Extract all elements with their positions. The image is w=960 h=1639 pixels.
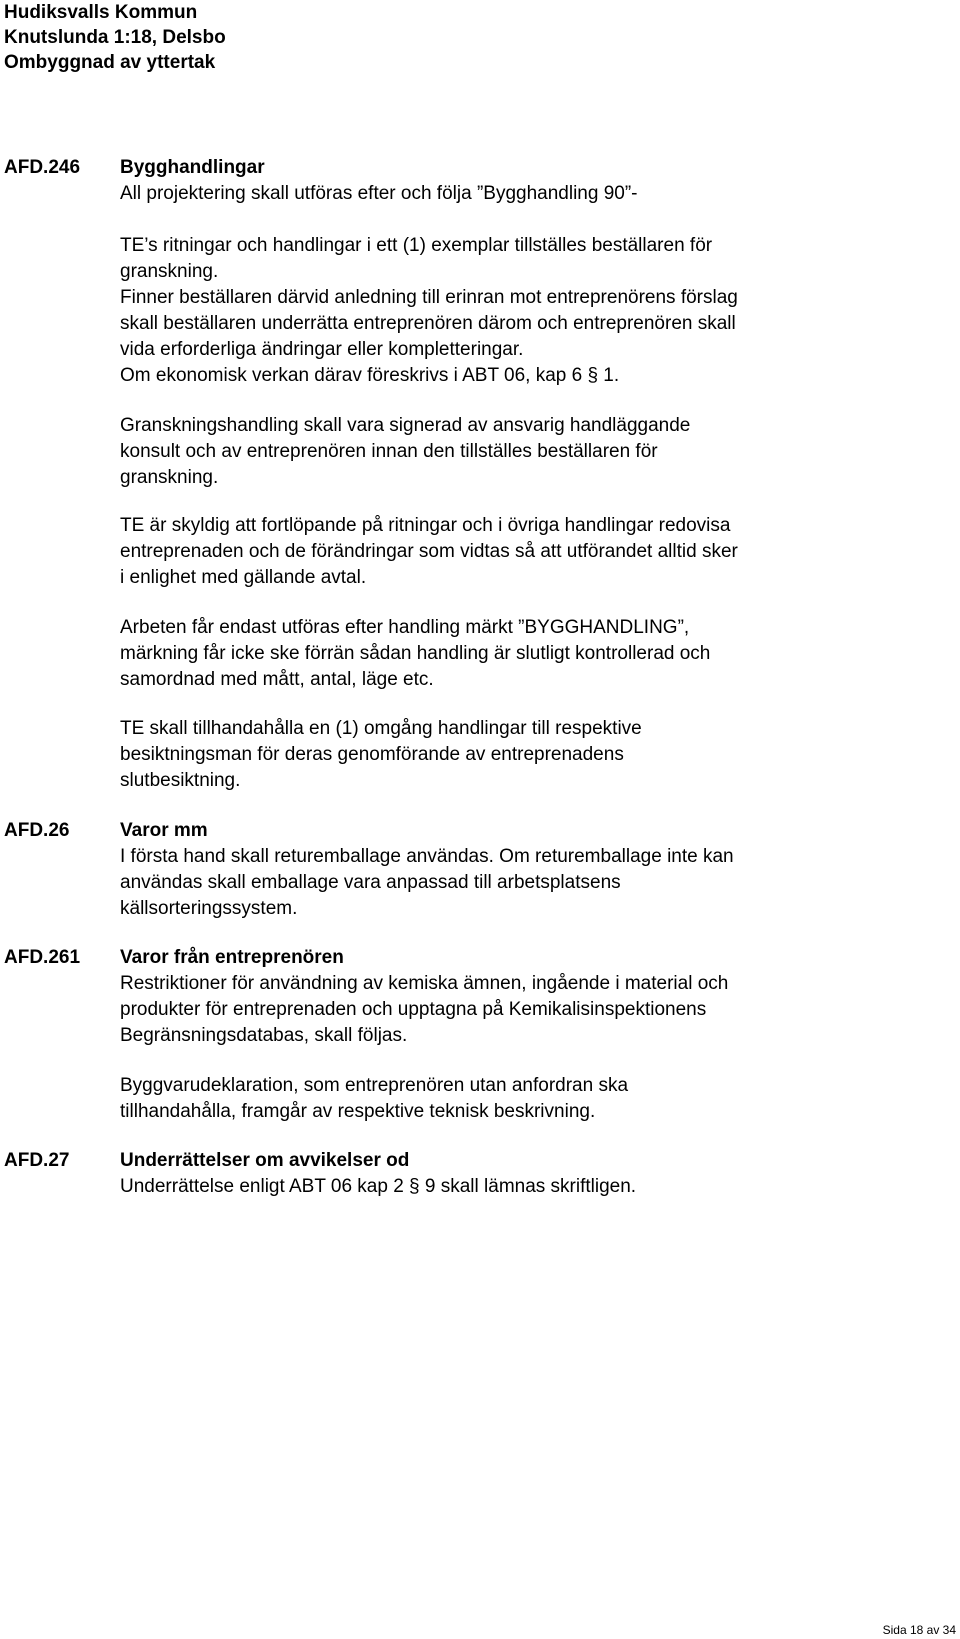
paragraph-line: tillhandahålla, framgår av respektive teknisk beskrivning.	[120, 1101, 596, 1122]
paragraph-line: slutbesiktning.	[120, 770, 241, 791]
paragraph-line: skall beställaren underrätta entreprenören därom och entreprenören skall	[120, 313, 736, 334]
document-header	[4, 0, 226, 75]
paragraph-line: TE är skyldig att fortlöpande på ritningar och i övriga handlingar redovisa	[120, 515, 731, 536]
paragraph-line: granskning.	[120, 261, 219, 282]
paragraph-line: Underrättelse enligt ABT 06 kap 2 § 9 skall lämnas skriftligen.	[120, 1176, 637, 1197]
paragraph-line: Byggvarudeklaration, som entreprenören utan anfordran ska	[120, 1075, 629, 1096]
paragraph-line: produkter för entreprenaden och upptagna på Kemikalisinspektionens	[120, 999, 707, 1020]
paragraph-line: användas skall emballage vara anpassad till arbetsplatsens	[120, 872, 621, 893]
property-name: Knutslunda 1:18, Delsbo	[4, 27, 226, 48]
section-code: AFD.246	[4, 157, 81, 178]
paragraph-line: konsult och av entreprenören innan den tillställes beställaren för	[120, 441, 658, 462]
section-title: Underrättelser om avvikelser od	[120, 1150, 410, 1171]
paragraph-line: Begränsningsdatabas, skall följas.	[120, 1025, 408, 1046]
paragraph-line: i enlighet med gällande avtal.	[120, 567, 367, 588]
section-title: Bygghandlingar	[120, 157, 265, 178]
paragraph-line: TE skall tillhandahålla en (1) omgång handlingar till respektive	[120, 718, 642, 739]
paragraph-line: Granskningshandling skall vara signerad av ansvarig handläggande	[120, 415, 691, 436]
section-code: AFD.261	[4, 947, 81, 968]
project-name: Ombyggnad av yttertak	[4, 52, 216, 73]
paragraph-line: Om ekonomisk verkan därav föreskrivs i ABT 06, kap 6 § 1.	[120, 365, 620, 386]
paragraph-line: märkning får icke ske förrän sådan handling är slutligt kontrollerad och	[120, 643, 711, 664]
section-title: Varor från entreprenören	[120, 947, 344, 968]
paragraph-line: vida erforderliga ändringar eller kompletteringar.	[120, 339, 524, 360]
paragraph-line: granskning.	[120, 467, 219, 488]
section-code: AFD.26	[4, 820, 70, 841]
paragraph-line: besiktningsman för deras genomförande av entreprenadens	[120, 744, 624, 765]
page-number: Sida 18 av 34	[882, 1623, 956, 1637]
paragraph-line: TE’s ritningar och handlingar i ett (1) exemplar tillställes beställaren för	[120, 235, 713, 256]
paragraph-line: Arbeten får endast utföras efter handling märkt ”BYGGHANDLING”,	[120, 617, 690, 638]
paragraph-line: entreprenaden och de förändringar som vidtas så att utförandet alltid sker	[120, 541, 738, 562]
paragraph-line: samordnad med mått, antal, läge etc.	[120, 669, 434, 690]
section-title: Varor mm	[120, 820, 208, 841]
paragraph-line: I första hand skall returemballage användas. Om returemballage inte kan	[120, 846, 734, 867]
paragraph-line: All projektering skall utföras efter och följa ”Bygghandling 90”-	[120, 183, 638, 204]
section-code: AFD.27	[4, 1150, 70, 1171]
municipality-name: Hudiksvalls Kommun	[4, 2, 198, 23]
paragraph-line: Restriktioner för användning av kemiska ämnen, ingående i material och	[120, 973, 729, 994]
paragraph-line: Finner beställaren därvid anledning till erinran mot entreprenörens förslag	[120, 287, 738, 308]
paragraph-line: källsorteringssystem.	[120, 898, 298, 919]
